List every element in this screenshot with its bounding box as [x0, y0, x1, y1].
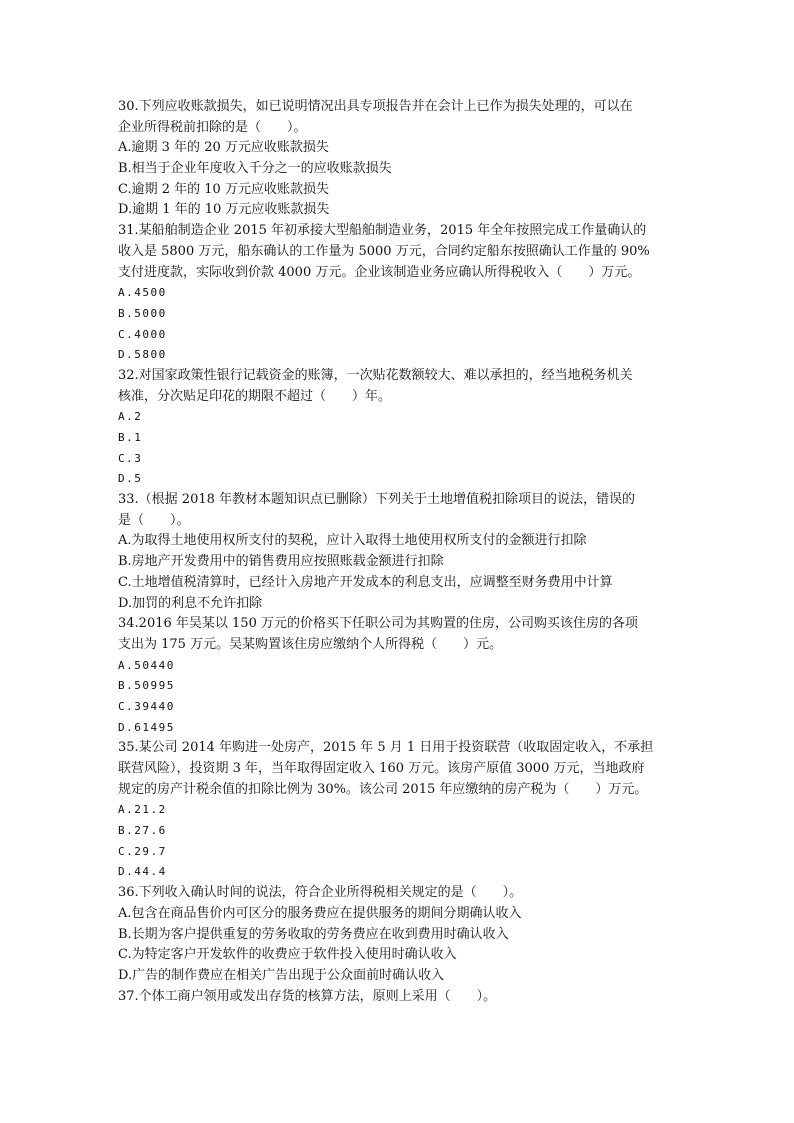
question-stem-line: 企业所得税前扣除的是（ ）。 [118, 119, 307, 135]
answer-option: C.3 [118, 451, 143, 465]
question-stem-line: 37.个体工商户领用或发出存货的核算方法，原则上采用（ ）。 [118, 988, 497, 1004]
answer-option: D.61495 [118, 720, 175, 734]
question-stem-line: 34.2016 年吴某以 150 万元的价格买下任职公司为其购置的住房，公司购买该住房的各项 [118, 616, 638, 632]
answer-option: D.逾期 1 年的 10 万元应收账款损失 [118, 202, 330, 218]
question-stem-line: 规定的房产计税余值的扣除比例为 30%。该公司 2015 年应缴纳的房产税为（ ）万元。 [118, 781, 648, 797]
answer-option: A.4500 [118, 286, 167, 300]
question-block [118, 883, 678, 986]
answer-option: D.44.4 [118, 865, 167, 879]
question-block [118, 738, 678, 883]
question-stem-line: 32.对国家政策性银行记载资金的账簿，一次贴花数额较大、难以承担的，经当地税务机关 [118, 367, 633, 383]
answer-option: C.逾期 2 年的 10 万元应收账款损失 [118, 181, 329, 197]
answer-option: B.5000 [118, 306, 167, 320]
question-stem-line: 收入是 5800 万元，船东确认的工作量为 5000 万元，合同约定船东按照确认工作量的 90% [118, 243, 650, 259]
question-stem-line: 是（ ）。 [118, 512, 190, 528]
answer-option: C.土地增值税清算时，已经计入房地产开发成本的利息支出，应调整至财务费用中计算 [118, 574, 613, 590]
answer-option: A.21.2 [118, 803, 167, 817]
answer-option: A.2 [118, 410, 143, 424]
answer-option: B.1 [118, 431, 143, 444]
question-stem-line: 30.下列应收账款损失，如已说明情况出具专项报告并在会计上已作为损失处理的，可以在 [118, 99, 633, 114]
question-stem-line: 35.某公司 2014 年购进一处房产，2015 年 5 月 1 日用于投资联营（收取固定收入，不承担 [118, 740, 654, 756]
answer-option: C.为特定客户开发软件的收费应于软件投入使用时确认收入 [118, 947, 457, 963]
question-stem-line: 31.某船舶制造企业 2015 年初承接大型船舶制造业务，2015 年全年按照完成工作量确认的 [118, 223, 647, 239]
answer-option: D.5 [118, 472, 143, 486]
question-stem-line: 联营风险），投资期 3 年，当年取得固定收入 160 万元。该房产原值 3000 万元，当地政府 [118, 761, 645, 776]
question-block [118, 366, 678, 490]
question-list [118, 97, 678, 1007]
answer-option: C.29.7 [118, 844, 167, 858]
answer-option: C.39440 [118, 699, 175, 713]
question-block [118, 221, 678, 366]
answer-option: C.4000 [118, 327, 167, 341]
question-block [118, 97, 678, 221]
answer-option: A.包含在商品售价内可区分的服务费应在提供服务的期间分期确认收入 [118, 905, 522, 921]
answer-option: D.5800 [118, 348, 167, 362]
answer-option: D.广告的制作费应在相关广告出现于公众面前时确认收入 [118, 967, 445, 983]
question-block [118, 490, 678, 614]
answer-option: B.相当于企业年度收入千分之一的应收账款损失 [118, 161, 392, 177]
answer-option: B.27.6 [118, 824, 167, 838]
question-stem-line: 36.下列收入确认时间的说法，符合企业所得税相关规定的是（ ）。 [118, 885, 523, 901]
question-stem-line: 核准，分次贴足印花的期限不超过（ ）年。 [118, 388, 392, 404]
answer-option: A.为取得土地使用权所支付的契税，应计入取得土地使用权所支付的金额进行扣除 [118, 533, 587, 549]
answer-option: B.50995 [118, 679, 175, 693]
question-stem-line: 支付进度款，实际收到价款 4000 万元。企业该制造业务应确认所得税收入（ ）万元。 [118, 264, 641, 280]
answer-option: B.长期为客户提供重复的劳务收取的劳务费应在收到费用时确认收入 [118, 926, 509, 942]
question-stem-line: 33.（根据 2018 年教材本题知识点已删除）下列关于土地增值税扣除项目的说法，错误的 [118, 492, 636, 508]
question-block [118, 614, 678, 738]
answer-option: B.房地产开发费用中的销售费用应按照账载金额进行扣除 [118, 554, 444, 570]
answer-option: A.逾期 3 年的 20 万元应收账款损失 [118, 140, 329, 156]
question-stem-line: 支出为 175 万元。吴某购置该住房应缴纳个人所得税（ ）元。 [118, 636, 503, 652]
answer-option: D.加罚的利息不允许扣除 [118, 595, 263, 611]
question-block [118, 987, 678, 1008]
answer-option: A.50440 [118, 658, 175, 672]
